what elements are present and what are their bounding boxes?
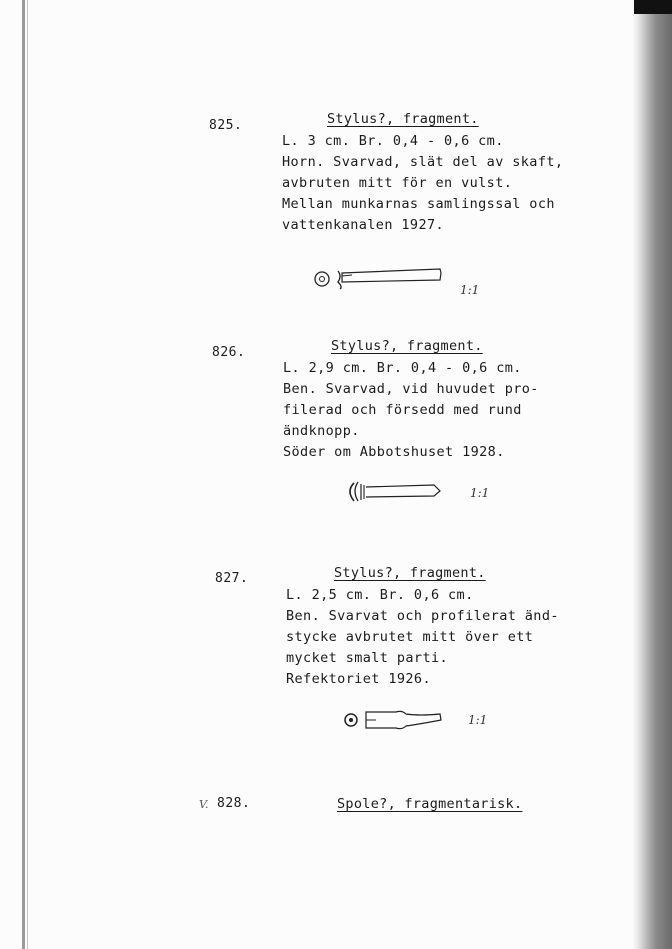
description-line: Refektoriet 1926. xyxy=(286,671,431,687)
description-line: L. 2,9 cm. Br. 0,4 - 0,6 cm. xyxy=(283,360,522,376)
scale-note: 1:1 xyxy=(468,713,488,727)
entry-description xyxy=(282,131,563,236)
handwritten-mark: V. xyxy=(199,798,209,811)
entry-description xyxy=(283,358,539,463)
description-line: filerad och försedd med rund xyxy=(283,402,522,418)
entry-number: 825. xyxy=(209,118,243,133)
stylus-sketch-826 xyxy=(344,478,444,506)
stylus-sketch-825 xyxy=(312,262,448,292)
description-line: avbruten mitt för en vulst. xyxy=(282,175,513,191)
description-line: vattenkanalen 1927. xyxy=(282,217,445,233)
entry-title: Stylus?, fragment. xyxy=(331,338,483,354)
description-line: Horn. Svarvad, slät del av skaft, xyxy=(282,154,564,170)
description-line: Söder om Abbotshuset 1928. xyxy=(283,444,505,460)
description-line: L. 3 cm. Br. 0,4 - 0,6 cm. xyxy=(282,133,504,149)
entry-description xyxy=(286,585,559,690)
page-right-shadow xyxy=(632,0,672,949)
page-binding-line xyxy=(27,0,28,949)
entry-title: Stylus?, fragment. xyxy=(327,111,479,127)
page-binding-edge xyxy=(22,0,25,949)
description-line: mycket smalt parti. xyxy=(286,650,449,666)
description-line: stycke avbrutet mitt över ett xyxy=(286,629,534,645)
entry-title: Spole?, fragmentarisk. xyxy=(337,796,523,812)
description-line: L. 2,5 cm. Br. 0,6 cm. xyxy=(286,587,474,603)
description-line: ändknopp. xyxy=(283,423,360,439)
entry-number: 826. xyxy=(212,345,246,360)
description-line: Ben. Svarvad, vid huvudet pro- xyxy=(283,381,539,397)
description-line: Ben. Svarvat och profilerat änd- xyxy=(286,608,559,624)
entry-number: 827. xyxy=(215,571,249,586)
entry-number: 828. xyxy=(217,796,251,811)
description-line: Mellan munkarnas samlingssal och xyxy=(282,196,555,212)
scale-note: 1:1 xyxy=(460,283,480,297)
stylus-sketch-827 xyxy=(340,704,450,734)
scale-note: 1:1 xyxy=(470,486,490,500)
entry-title: Stylus?, fragment. xyxy=(334,565,486,581)
page-corner-dark xyxy=(634,0,672,14)
